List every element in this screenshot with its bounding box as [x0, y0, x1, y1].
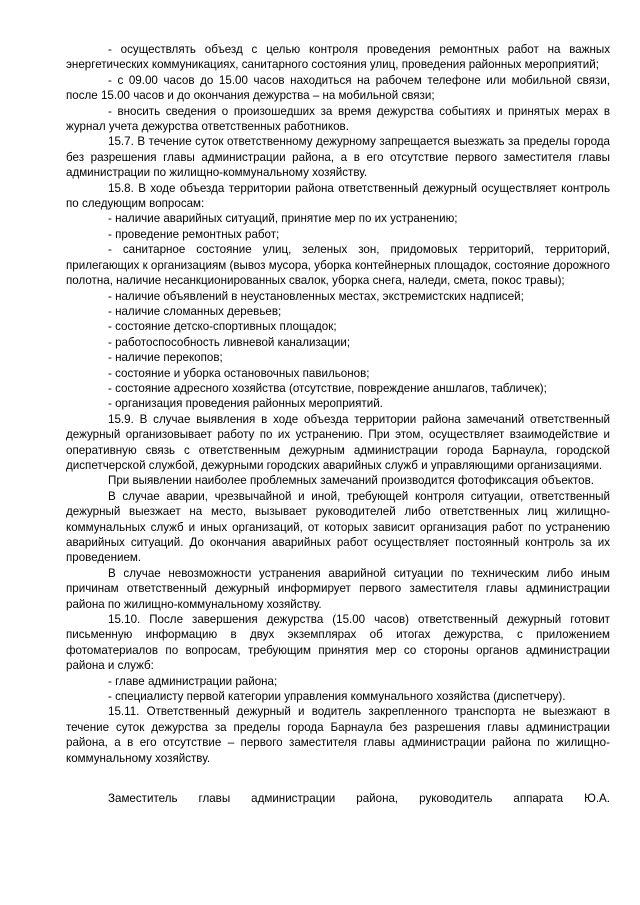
list-item: - наличие объявлений в неустановленных местах, экстремистских надписей; — [108, 289, 524, 303]
list-item: - осуществлять объезд с целью контроля проведения ремонтных работ на важных энергетических коммуникациях, санитарного состояния улиц, проведения районных мероприятий; — [66, 43, 610, 72]
list-item: - состояние детско-спортивных площадок; — [108, 320, 337, 334]
paragraph: В случае невозможности устранения аварийной ситуации по техническим либо иным причинам ответственный дежурный информирует первого заместителя главы администрации района по жилищно-коммунальному хозяйству. — [66, 566, 610, 611]
list-item: - санитарное состояние улиц, зеленых зон, придомовых территорий, территорий, прилегающих к организациям (вывоз мусора, уборка контейнерных площадок, состояние дорожного полотна, наличие несанкционированных свалок, уборка снега, наледи, смета, покос травы); — [66, 243, 610, 288]
paragraph: При выявлении наиболее проблемных замечаний производится фотофиксация объектов. — [108, 474, 595, 488]
list-item: - наличие перекопов; — [108, 351, 223, 365]
list-item: - специалисту первой категории управления коммунального хозяйства (диспетчеру). — [108, 690, 566, 704]
list-item: - главе администрации района; — [108, 674, 278, 688]
paragraph: 15.7. В течение суток ответственному дежурному запрещается выезжать за пределы города без разрешения главы администрации района, а в его отсутствие первого заместителя главы администрации по жилищно-коммунальному хозяйству. — [66, 135, 610, 180]
list-item: - организация проведения районных мероприятий. — [108, 397, 383, 411]
list-item: - состояние и уборка остановочных павильонов; — [108, 366, 370, 380]
signature-line: Заместитель главы администрации района, руководитель аппарата Ю.А. — [108, 792, 610, 806]
list-item: - вносить сведения о произошедших за время дежурства событиях и принятых мерах в журнал учета дежурства ответственных работников. — [66, 104, 610, 134]
paragraph: 15.8. В ходе объезда территории района ответственный дежурный осуществляет контроль по следующим вопросам: — [66, 181, 610, 211]
list-item: - работоспособность ливневой канализации; — [108, 335, 351, 349]
list-item: - проведение ремонтных работ; — [108, 227, 280, 241]
paragraph: В случае аварии, чрезвычайной и иной, требующей контроля ситуации, ответственный дежурный выезжает на место, вызывает руководителей либо ответственных лиц жилищно-коммунальных служб и иных организаций, от которых зависит организация работ по устранению аварийных ситуаций. До окончания аварийных работ осуществляет постоянный контроль за их проведением. — [66, 489, 610, 565]
list-item: - наличие аварийных ситуаций, принятие мер по их устранению; — [108, 212, 458, 226]
list-item: - с 09.00 часов до 15.00 часов находиться на рабочем телефоне или мобильной связи, после 15.00 часов и до окончания дежурства – на мобильной связи; — [66, 73, 610, 103]
document-body — [66, 42, 610, 807]
paragraph: 15.10. После завершения дежурства (15.00 часов) ответственный дежурный готовит письменную информацию в двух экземплярах об итогах дежурства, с приложением фотоматериалов по вопросам, требующим принятия мер со стороны органов администрации района и служб: — [66, 613, 610, 673]
list-item: - наличие сломанных деревьев; — [108, 304, 282, 318]
paragraph: 15.9. В случае выявления в ходе объезда территории района замечаний ответственный дежурный организовывает работу по их устранению. При этом, осуществляет взаимодействие и оперативную связь с ответственным дежурным администрации города Барнаула, городской диспетчерской службой, дежурными городских аварийных служб и управляющими организациями. — [66, 412, 610, 472]
list-item: - состояние адресного хозяйства (отсутствие, повреждение аншлагов, табличек); — [108, 381, 547, 395]
paragraph: 15.11. Ответственный дежурный и водитель закрепленного транспорта не выезжают в течение суток дежурства за пределы города Барнаула без разрешения главы администрации района, а в его отсутствие – первого заместителя главы администрации района по жилищно-коммунальному хозяйству. — [66, 705, 610, 765]
